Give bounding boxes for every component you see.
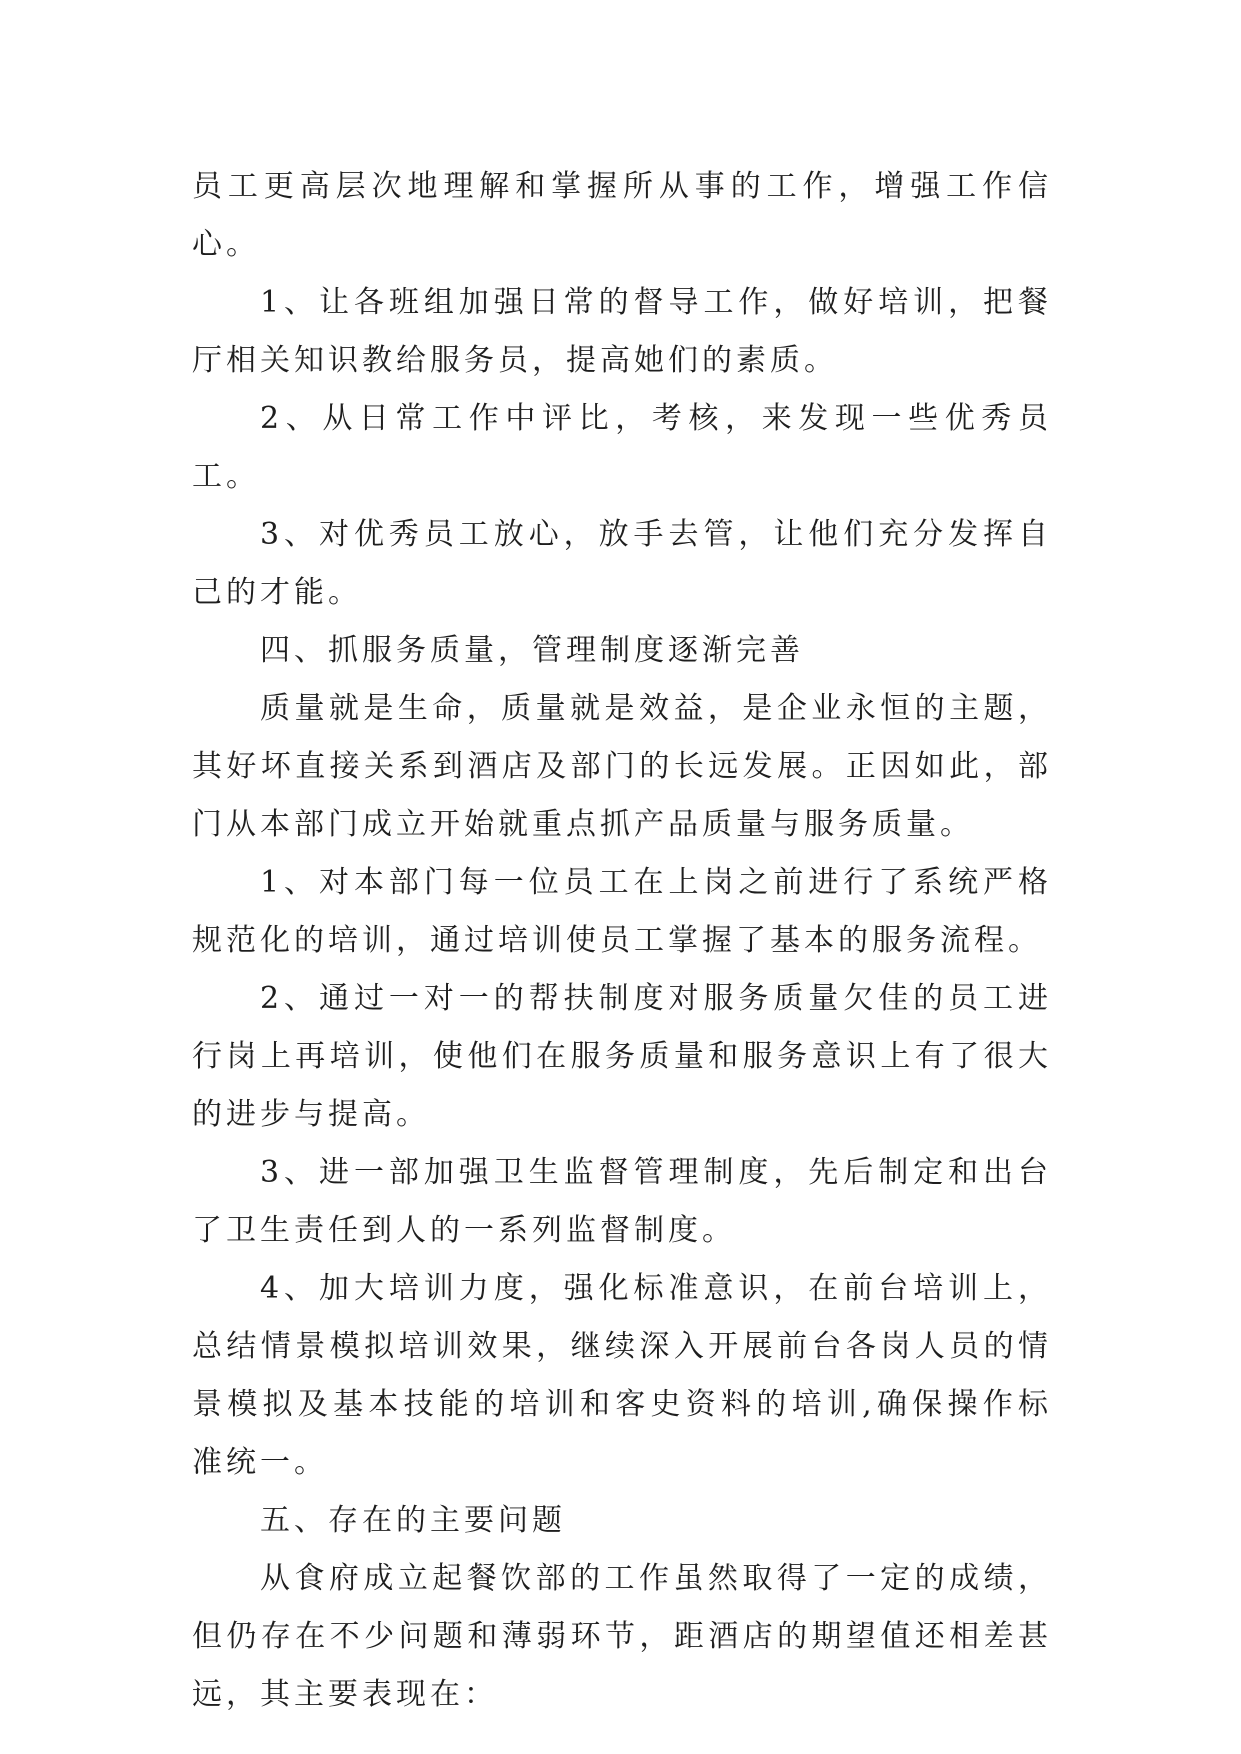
document-body [192, 158, 1052, 1724]
paragraph-list-item-1: 1、让各班组加强日常的督导工作，做好培训，把餐厅相关知识教给服务员，提高她们的素质。 [192, 285, 1052, 378]
paragraph-continuation: 员工更高层次地理解和掌握所从事的工作，增强工作信心。 [192, 169, 1052, 262]
paragraph-quality-item-2: 2、通过一对一的帮扶制度对服务质量欠佳的员工进行岗上再培训，使他们在服务质量和服务意识上有了很大的进步与提高。 [192, 981, 1052, 1132]
paragraph-quality-item-4: 4、加大培训力度，强化标准意识，在前台培训上，总结情景模拟培训效果，继续深入开展前台各岗人员的情景模拟及基本技能的培训和客史资料的培训,确保操作标准统一。 [192, 1271, 1052, 1480]
paragraph-list-item-2: 2、从日常工作中评比，考核，来发现一些优秀员工。 [192, 401, 1052, 494]
paragraph-quality-item-1: 1、对本部门每一位员工在上岗之前进行了系统严格规范化的培训，通过培训使员工掌握了基本的服务流程。 [192, 865, 1052, 958]
paragraph-quality-item-3: 3、进一部加强卫生监督管理制度，先后制定和出台了卫生责任到人的一系列监督制度。 [192, 1155, 1052, 1248]
section-heading-5: 五、存在的主要问题 [260, 1503, 566, 1538]
section-heading-4: 四、抓服务质量，管理制度逐渐完善 [260, 633, 804, 668]
paragraph-list-item-3: 3、对优秀员工放心，放手去管，让他们充分发挥自己的才能。 [192, 517, 1052, 610]
paragraph-quality-intro: 质量就是生命，质量就是效益，是企业永恒的主题，其好坏直接关系到酒店及部门的长远发展。正因如此，部门从本部门成立开始就重点抓产品质量与服务质量。 [192, 691, 1052, 842]
paragraph-problems-intro: 从食府成立起餐饮部的工作虽然取得了一定的成绩，但仍存在不少问题和薄弱环节，距酒店的期望值还相差甚远，其主要表现在： [192, 1561, 1052, 1712]
